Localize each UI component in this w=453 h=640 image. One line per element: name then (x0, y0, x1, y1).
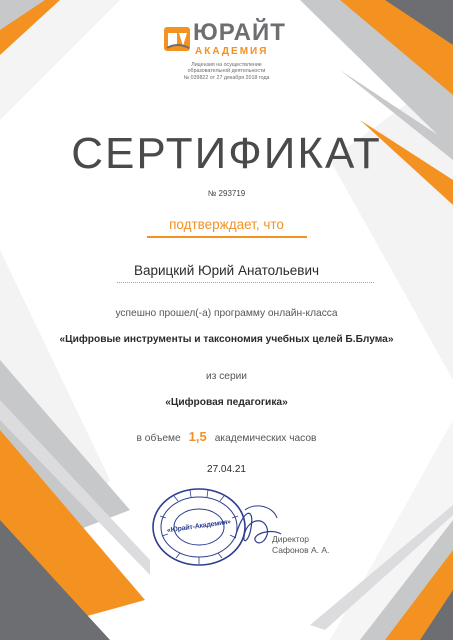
confirms-text: подтверждает, что (169, 217, 284, 232)
hours-value: 1,5 (188, 429, 207, 444)
series-label: из серии (206, 371, 247, 382)
hours-suffix: академических часов (214, 433, 317, 444)
completed-text: успешно прошел(-а) программу онлайн-класса (115, 308, 338, 319)
license-line-3: № 039822 от 27 декабря 2018 года (183, 74, 270, 81)
seal-text: «Юрайт-Академия» (166, 518, 232, 535)
signatory-name: Сафонов А. А. (272, 545, 330, 555)
hours-prefix: в объеме (136, 433, 181, 444)
certificate-number: № 293719 (207, 189, 246, 198)
confirms-underline (147, 236, 307, 238)
logo-subtitle: АКАДЕМИЯ (195, 46, 269, 57)
issue-date: 27.04.21 (207, 464, 246, 475)
series-title: «Цифровая педагогика» (165, 397, 288, 408)
urait-logo-icon (163, 24, 193, 54)
certificate-title: СЕРТИФИКАТ (71, 129, 382, 178)
license-line-2: образовательной деятельности (187, 68, 266, 75)
recipient-name: Варицкий Юрий Анатольевич (133, 263, 320, 278)
recipient-dotted-line (117, 282, 374, 283)
signatory-title: Директор (272, 534, 310, 544)
logo (163, 20, 293, 62)
logo-name: ЮРАЙТ (193, 19, 286, 46)
program-title: «Цифровые инструменты и таксономия учебных целей Б.Блума» (59, 334, 394, 345)
hours-line (0, 428, 453, 446)
license-line-1: Лицензия на осуществление (191, 62, 262, 68)
license-info (0, 62, 453, 81)
